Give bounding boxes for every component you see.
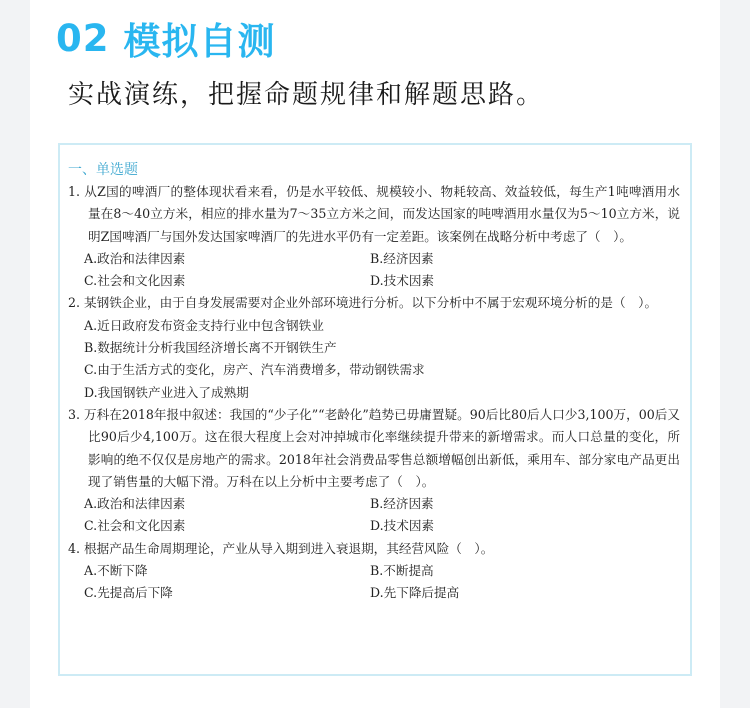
options — [68, 315, 680, 404]
option-c[interactable]: C.社会和文化因素 — [84, 518, 186, 534]
question-text: 3. 万科在2018年报中叙述：我国的“少子化”“老龄化”趋势已毋庸置疑。90后比80后人口少3,100万，00后又比90后少4,100万。这在很大程度上会对冲掉城市化率继续提升带来的新增需求。而人口总量的变化，所影响的绝不仅仅是房地产的需求。2018年社会消费品零售总额增幅创出新低，乘用车、部分家电产品更出现了销售量的大幅下滑。万科在以上分析中主要考虑了（ ）。 — [68, 406, 680, 489]
option-b[interactable]: B.不断提高 — [370, 563, 434, 579]
option-b[interactable]: B.经济因素 — [370, 496, 434, 512]
question-box — [58, 143, 692, 676]
question-4 — [68, 538, 680, 605]
option-a[interactable]: A.近日政府发布资金支持行业中包含钢铁业 — [84, 317, 324, 333]
option-a[interactable]: A.政治和法律因素 — [84, 496, 186, 512]
options — [68, 560, 680, 605]
section-subtitle: 实战演练，把握命题规律和解题思路。 — [68, 80, 545, 110]
question-text: 2. 某钢铁企业，由于自身发展需要对企业外部环境进行分析。以下分析中不属于宏观环境分析的是（ ）。 — [68, 295, 658, 311]
section-title: 模拟自测 — [123, 20, 276, 63]
option-d[interactable]: D.我国钢铁产业进入了成熟期 — [84, 384, 249, 400]
option-d[interactable]: D.技术因素 — [370, 518, 435, 534]
option-c[interactable]: C.先提高后下降 — [84, 585, 173, 601]
question-type-label: 一、单选题 — [68, 162, 138, 178]
question-text: 1. 从Z国的啤酒厂的整体现状看来看，仍是水平较低、规模较小、物耗较高、效益较低，每生产1吨啤酒用水量在8～40立方米，相应的排水量为7～35立方米之间，而发达国家的吨啤酒用水量仅为5～10立方米，说明Z国啤酒厂与国外发达国家啤酒厂的先进水平仍有一定差距。该案例在战略分析中考虑了（ ）。 — [68, 184, 680, 244]
option-b[interactable]: B.经济因素 — [370, 250, 434, 266]
option-b[interactable]: B.数据统计分析我国经济增长离不开钢铁生产 — [84, 340, 337, 356]
option-d[interactable]: D.技术因素 — [370, 273, 435, 289]
question-2 — [68, 292, 680, 403]
options — [68, 493, 680, 538]
question-text: 4. 根据产品生命周期理论，产业从导入期到进入衰退期，其经营风险（ ）。 — [68, 540, 494, 556]
question-1 — [68, 181, 680, 292]
option-d[interactable]: D.先下降后提高 — [370, 585, 460, 601]
option-a[interactable]: A.政治和法律因素 — [84, 250, 186, 266]
section-number: 02 — [56, 16, 110, 60]
section-heading — [56, 8, 276, 68]
option-c[interactable]: C.由于生活方式的变化，房产、汽车消费增多，带动钢铁需求 — [84, 362, 425, 378]
option-a[interactable]: A.不断下降 — [84, 563, 148, 579]
option-c[interactable]: C.社会和文化因素 — [84, 273, 186, 289]
question-3 — [68, 404, 680, 538]
options — [68, 248, 680, 293]
